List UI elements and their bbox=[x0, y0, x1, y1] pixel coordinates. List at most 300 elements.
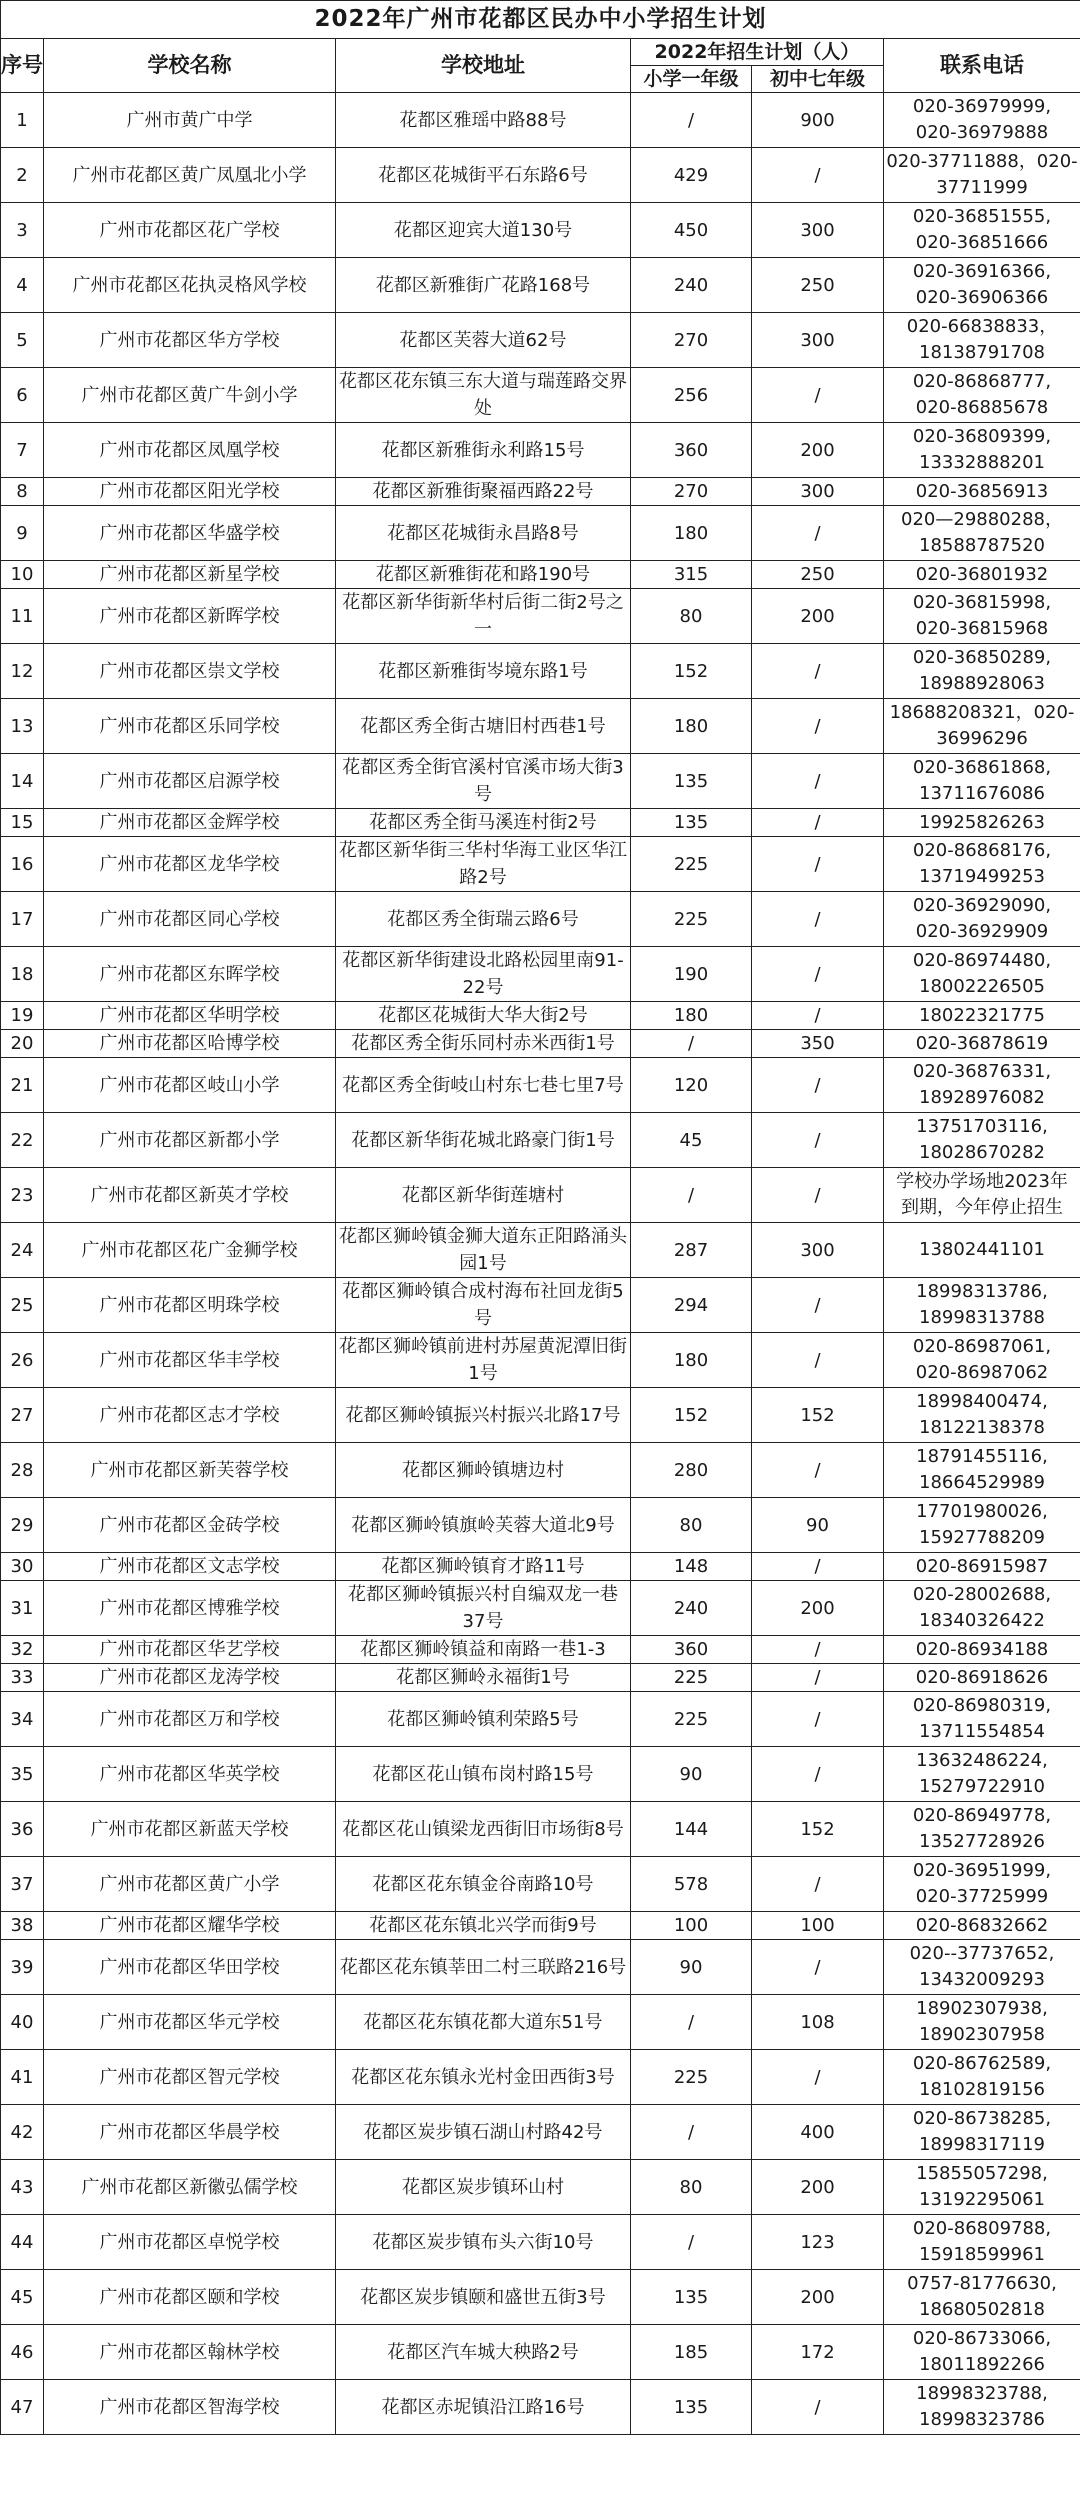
phone-cell bbox=[884, 1168, 1080, 1223]
school-name: 广州市花都区黄广牛剑小学 bbox=[44, 368, 336, 423]
phone-cell bbox=[884, 1333, 1080, 1388]
grade7-quota: / bbox=[752, 1113, 884, 1168]
phone-cell bbox=[884, 1636, 1080, 1664]
table-row bbox=[1, 2215, 1080, 2270]
phone-cell bbox=[884, 1498, 1080, 1553]
phone-cell bbox=[884, 1278, 1080, 1333]
grade1-quota: 287 bbox=[631, 1223, 752, 1278]
grade7-quota: / bbox=[752, 1168, 884, 1223]
table-row bbox=[1, 754, 1080, 809]
phone-line: 020-86832662 bbox=[915, 1914, 1049, 1936]
page-title: 2022年广州市花都区民办中小学招生计划 bbox=[1, 1, 1080, 39]
phone-line: 020-36979888 bbox=[915, 122, 1049, 143]
row-index: 38 bbox=[1, 1912, 44, 1940]
phone-line: 020-36815968 bbox=[915, 618, 1049, 639]
phone-cell bbox=[884, 837, 1080, 892]
header-plan: 2022年招生计划（人） bbox=[631, 39, 884, 66]
grade7-quota: 200 bbox=[752, 2160, 884, 2215]
grade1-quota: 280 bbox=[631, 1443, 752, 1498]
phone-cell bbox=[884, 2270, 1080, 2325]
row-index: 26 bbox=[1, 1333, 44, 1388]
school-address: 花都区新华街莲塘村 bbox=[336, 1168, 631, 1223]
table-row bbox=[1, 2160, 1080, 2215]
grade7-quota: / bbox=[752, 892, 884, 947]
phone-cell bbox=[884, 892, 1080, 947]
grade7-quota: / bbox=[752, 1333, 884, 1388]
phone-line: 18011892266 bbox=[919, 2354, 1045, 2375]
phone-line: 37711999 bbox=[936, 177, 1028, 198]
grade7-quota: 90 bbox=[752, 1498, 884, 1553]
grade1-quota: 225 bbox=[631, 892, 752, 947]
header-grade7: 初中七年级 bbox=[752, 66, 884, 93]
grade1-quota: 135 bbox=[631, 809, 752, 837]
phone-cell bbox=[884, 561, 1080, 589]
grade7-quota: 123 bbox=[752, 2215, 884, 2270]
row-index: 28 bbox=[1, 1443, 44, 1498]
phone-cell bbox=[884, 1030, 1080, 1058]
phone-cell bbox=[884, 1113, 1080, 1168]
phone-cell bbox=[884, 2050, 1080, 2105]
grade7-quota: 300 bbox=[752, 313, 884, 368]
school-name: 广州市花都区新星学校 bbox=[44, 561, 336, 589]
phone-cell bbox=[884, 1223, 1080, 1278]
school-name: 广州市花都区华田学校 bbox=[44, 1940, 336, 1995]
phone-line: 020-86733066, bbox=[912, 2328, 1052, 2349]
school-address: 花都区新华街花城北路豪门街1号 bbox=[336, 1113, 631, 1168]
row-index: 22 bbox=[1, 1113, 44, 1168]
phone-line: 15927788209 bbox=[919, 1527, 1045, 1548]
phone-line: 18998400474, bbox=[916, 1391, 1048, 1412]
school-address: 花都区秀全街古塘旧村西巷1号 bbox=[336, 699, 631, 754]
table-row bbox=[1, 644, 1080, 699]
grade1-quota: 225 bbox=[631, 837, 752, 892]
grade1-quota: / bbox=[631, 2105, 752, 2160]
phone-cell bbox=[884, 1058, 1080, 1113]
table-row bbox=[1, 1113, 1080, 1168]
phone-line: 18791455116, bbox=[916, 1446, 1048, 1467]
grade7-quota: 300 bbox=[752, 1223, 884, 1278]
header-index: 序号 bbox=[1, 39, 44, 93]
grade7-quota: / bbox=[752, 1692, 884, 1747]
row-index: 20 bbox=[1, 1030, 44, 1058]
table-row bbox=[1, 148, 1080, 203]
school-name: 广州市花都区翰林学校 bbox=[44, 2325, 336, 2380]
school-name: 广州市花都区黄广小学 bbox=[44, 1857, 336, 1912]
phone-line: 020--37737652, bbox=[909, 1943, 1055, 1964]
school-name: 广州市花都区华晨学校 bbox=[44, 2105, 336, 2160]
school-name: 广州市花都区花执灵格风学校 bbox=[44, 258, 336, 313]
phone-line: 18688208321，020- bbox=[889, 702, 1075, 723]
phone-cell bbox=[884, 203, 1080, 258]
phone-line: 020-36916366, bbox=[912, 261, 1052, 282]
grade1-quota: 450 bbox=[631, 203, 752, 258]
grade1-quota: 180 bbox=[631, 506, 752, 561]
school-name: 广州市花都区乐同学校 bbox=[44, 699, 336, 754]
grade7-quota: 152 bbox=[752, 1802, 884, 1857]
row-index: 31 bbox=[1, 1581, 44, 1636]
row-index: 5 bbox=[1, 313, 44, 368]
grade1-quota: 225 bbox=[631, 1692, 752, 1747]
phone-cell bbox=[884, 1553, 1080, 1581]
table-row bbox=[1, 423, 1080, 478]
phone-cell bbox=[884, 2160, 1080, 2215]
school-address: 花都区花东镇莘田二村三联路216号 bbox=[336, 1940, 631, 1995]
school-name: 广州市花都区华丰学校 bbox=[44, 1333, 336, 1388]
phone-line: 13711554854 bbox=[919, 1721, 1045, 1742]
phone-line: 020-36809399, bbox=[912, 426, 1052, 447]
row-index: 6 bbox=[1, 368, 44, 423]
table-row bbox=[1, 589, 1080, 644]
phone-line: 18998313786, bbox=[916, 1281, 1048, 1302]
table-row bbox=[1, 947, 1080, 1002]
phone-cell bbox=[884, 1664, 1080, 1692]
phone-cell bbox=[884, 1802, 1080, 1857]
phone-line: 18664529989 bbox=[919, 1472, 1045, 1493]
table-row bbox=[1, 1940, 1080, 1995]
grade7-quota: 152 bbox=[752, 1388, 884, 1443]
phone-cell bbox=[884, 699, 1080, 754]
row-index: 11 bbox=[1, 589, 44, 644]
table-row bbox=[1, 1168, 1080, 1223]
grade7-quota: / bbox=[752, 1857, 884, 1912]
grade7-quota: / bbox=[752, 1443, 884, 1498]
row-index: 27 bbox=[1, 1388, 44, 1443]
school-name: 广州市花都区东晖学校 bbox=[44, 947, 336, 1002]
grade1-quota: 180 bbox=[631, 1002, 752, 1030]
school-address: 花都区花山镇布岗村路15号 bbox=[336, 1747, 631, 1802]
school-address: 花都区花东镇三东大道与瑞莲路交界处 bbox=[336, 368, 631, 423]
table-row bbox=[1, 1857, 1080, 1912]
row-index: 39 bbox=[1, 1940, 44, 1995]
row-index: 16 bbox=[1, 837, 44, 892]
header-address: 学校地址 bbox=[336, 39, 631, 93]
phone-cell bbox=[884, 589, 1080, 644]
school-address: 花都区新雅街岑境东路1号 bbox=[336, 644, 631, 699]
school-address: 花都区狮岭镇振兴村振兴北路17号 bbox=[336, 1388, 631, 1443]
grade1-quota: 256 bbox=[631, 368, 752, 423]
phone-line: 13711676086 bbox=[919, 783, 1045, 804]
row-index: 18 bbox=[1, 947, 44, 1002]
grade1-quota: 152 bbox=[631, 1388, 752, 1443]
phone-cell bbox=[884, 1388, 1080, 1443]
school-address: 花都区秀全街官溪村官溪市场大街3号 bbox=[336, 754, 631, 809]
school-name: 广州市花都区智海学校 bbox=[44, 2380, 336, 2435]
table-row bbox=[1, 837, 1080, 892]
phone-line: 0757-81776630, bbox=[907, 2273, 1057, 2294]
grade1-quota: 240 bbox=[631, 1581, 752, 1636]
phone-line: 020-36851666 bbox=[915, 232, 1049, 253]
school-address: 花都区狮岭镇合成村海布社回龙街5号 bbox=[336, 1278, 631, 1333]
phone-line: 020-86868176, bbox=[912, 840, 1052, 861]
grade1-quota: 360 bbox=[631, 1636, 752, 1664]
row-index: 14 bbox=[1, 754, 44, 809]
phone-line: 020-86868777, bbox=[912, 371, 1052, 392]
table-row bbox=[1, 1058, 1080, 1113]
school-name: 广州市花都区花广学校 bbox=[44, 203, 336, 258]
phone-line: 020-86987062 bbox=[915, 1362, 1049, 1383]
grade7-quota: 172 bbox=[752, 2325, 884, 2380]
grade7-quota: / bbox=[752, 809, 884, 837]
grade1-quota: / bbox=[631, 2215, 752, 2270]
phone-line: 020-36876331, bbox=[912, 1061, 1052, 1082]
phone-line: 13719499253 bbox=[919, 866, 1045, 887]
phone-cell bbox=[884, 1912, 1080, 1940]
row-index: 13 bbox=[1, 699, 44, 754]
row-index: 33 bbox=[1, 1664, 44, 1692]
school-name: 广州市花都区凤凰学校 bbox=[44, 423, 336, 478]
school-name: 广州市花都区万和学校 bbox=[44, 1692, 336, 1747]
row-index: 47 bbox=[1, 2380, 44, 2435]
table-row bbox=[1, 2270, 1080, 2325]
school-address: 花都区炭步镇环山村 bbox=[336, 2160, 631, 2215]
table-row bbox=[1, 313, 1080, 368]
phone-line: 13332888201 bbox=[919, 452, 1045, 473]
table-row bbox=[1, 2105, 1080, 2160]
school-address: 花都区花东镇金谷南路10号 bbox=[336, 1857, 631, 1912]
grade1-quota: 270 bbox=[631, 478, 752, 506]
phone-line: 020-86738285, bbox=[912, 2108, 1052, 2129]
grade1-quota: 185 bbox=[631, 2325, 752, 2380]
row-index: 40 bbox=[1, 1995, 44, 2050]
grade7-quota: / bbox=[752, 2380, 884, 2435]
school-address: 花都区狮岭镇利荣路5号 bbox=[336, 1692, 631, 1747]
school-name: 广州市花都区金辉学校 bbox=[44, 809, 336, 837]
phone-cell bbox=[884, 1002, 1080, 1030]
school-name: 广州市花都区新晖学校 bbox=[44, 589, 336, 644]
table-row bbox=[1, 203, 1080, 258]
school-name: 广州市花都区卓悦学校 bbox=[44, 2215, 336, 2270]
row-index: 3 bbox=[1, 203, 44, 258]
row-index: 32 bbox=[1, 1636, 44, 1664]
table-row bbox=[1, 699, 1080, 754]
table-row bbox=[1, 892, 1080, 947]
grade1-quota: / bbox=[631, 93, 752, 148]
grade1-quota: 429 bbox=[631, 148, 752, 203]
phone-line: 18902307938, bbox=[916, 1998, 1048, 2019]
phone-line: 18902307958 bbox=[919, 2024, 1045, 2045]
school-name: 广州市花都区哈博学校 bbox=[44, 1030, 336, 1058]
school-name: 广州市花都区龙涛学校 bbox=[44, 1664, 336, 1692]
row-index: 19 bbox=[1, 1002, 44, 1030]
school-name: 广州市花都区新蓝天学校 bbox=[44, 1802, 336, 1857]
grade1-quota: / bbox=[631, 1030, 752, 1058]
grade7-quota: / bbox=[752, 699, 884, 754]
row-index: 7 bbox=[1, 423, 44, 478]
phone-line: 18998317119 bbox=[919, 2134, 1045, 2155]
grade1-quota: 90 bbox=[631, 1747, 752, 1802]
grade7-quota: 100 bbox=[752, 1912, 884, 1940]
phone-cell bbox=[884, 754, 1080, 809]
grade7-quota: / bbox=[752, 1747, 884, 1802]
phone-line: 020-86949778, bbox=[912, 1805, 1052, 1826]
grade1-quota: 225 bbox=[631, 1664, 752, 1692]
school-address: 花都区狮岭镇旗岭芙蓉大道北9号 bbox=[336, 1498, 631, 1553]
school-address: 花都区秀全街瑞云路6号 bbox=[336, 892, 631, 947]
school-address: 花都区新雅街花和路190号 bbox=[336, 561, 631, 589]
phone-line: 18998323786 bbox=[919, 2409, 1045, 2430]
phone-line: 17701980026, bbox=[916, 1501, 1048, 1522]
grade7-quota: 900 bbox=[752, 93, 884, 148]
grade7-quota: / bbox=[752, 1058, 884, 1113]
school-name: 广州市花都区黄广凤凰北小学 bbox=[44, 148, 336, 203]
phone-line: 19925826263 bbox=[919, 811, 1045, 833]
phone-line: 18988928063 bbox=[919, 673, 1045, 694]
grade7-quota: 200 bbox=[752, 423, 884, 478]
phone-line: 15918599961 bbox=[919, 2244, 1045, 2265]
phone-line: 15855057298, bbox=[916, 2163, 1048, 2184]
grade7-quota: 108 bbox=[752, 1995, 884, 2050]
school-name: 广州市花都区华盛学校 bbox=[44, 506, 336, 561]
school-address: 花都区炭步镇石湖山村路42号 bbox=[336, 2105, 631, 2160]
phone-cell bbox=[884, 2325, 1080, 2380]
row-index: 44 bbox=[1, 2215, 44, 2270]
row-index: 21 bbox=[1, 1058, 44, 1113]
grade7-quota: / bbox=[752, 947, 884, 1002]
school-address: 花都区秀全街乐同村赤米西街1号 bbox=[336, 1030, 631, 1058]
grade1-quota: 80 bbox=[631, 2160, 752, 2215]
school-address: 花都区芙蓉大道62号 bbox=[336, 313, 631, 368]
grade7-quota: 250 bbox=[752, 561, 884, 589]
school-name: 广州市花都区华明学校 bbox=[44, 1002, 336, 1030]
grade1-quota: / bbox=[631, 1168, 752, 1223]
row-index: 24 bbox=[1, 1223, 44, 1278]
school-name: 广州市花都区新芙蓉学校 bbox=[44, 1443, 336, 1498]
row-index: 4 bbox=[1, 258, 44, 313]
row-index: 10 bbox=[1, 561, 44, 589]
row-index: 8 bbox=[1, 478, 44, 506]
table-row bbox=[1, 1002, 1080, 1030]
phone-line: 020-28002688, bbox=[912, 1584, 1052, 1605]
school-address: 花都区秀全街马溪连村街2号 bbox=[336, 809, 631, 837]
phone-cell bbox=[884, 1581, 1080, 1636]
school-name: 广州市花都区华英学校 bbox=[44, 1747, 336, 1802]
table-row bbox=[1, 1388, 1080, 1443]
phone-line: 020-86885678 bbox=[915, 397, 1049, 418]
school-address: 花都区新雅街广花路168号 bbox=[336, 258, 631, 313]
row-index: 2 bbox=[1, 148, 44, 203]
school-address: 花都区汽车城大秧路2号 bbox=[336, 2325, 631, 2380]
grade1-quota: 190 bbox=[631, 947, 752, 1002]
grade7-quota: / bbox=[752, 148, 884, 203]
grade1-quota: 144 bbox=[631, 1802, 752, 1857]
school-address: 花都区狮岭永福街1号 bbox=[336, 1664, 631, 1692]
school-name: 广州市花都区华元学校 bbox=[44, 1995, 336, 2050]
table-row bbox=[1, 1223, 1080, 1278]
phone-cell bbox=[884, 2380, 1080, 2435]
row-index: 43 bbox=[1, 2160, 44, 2215]
grade1-quota: 180 bbox=[631, 699, 752, 754]
phone-cell bbox=[884, 478, 1080, 506]
phone-line: 020-86915987 bbox=[915, 1555, 1049, 1577]
school-name: 广州市黄广中学 bbox=[44, 93, 336, 148]
row-index: 17 bbox=[1, 892, 44, 947]
school-name: 广州市花都区新徽弘儒学校 bbox=[44, 2160, 336, 2215]
row-index: 34 bbox=[1, 1692, 44, 1747]
row-index: 12 bbox=[1, 644, 44, 699]
table-row bbox=[1, 1498, 1080, 1553]
phone-cell bbox=[884, 506, 1080, 561]
school-name: 广州市花都区新都小学 bbox=[44, 1113, 336, 1168]
school-name: 广州市花都区耀华学校 bbox=[44, 1912, 336, 1940]
grade1-quota: 120 bbox=[631, 1058, 752, 1113]
phone-cell bbox=[884, 1443, 1080, 1498]
table-row bbox=[1, 93, 1080, 148]
school-address: 花都区赤坭镇沿江路16号 bbox=[336, 2380, 631, 2435]
grade1-quota: 80 bbox=[631, 1498, 752, 1553]
grade1-quota: / bbox=[631, 1995, 752, 2050]
row-index: 41 bbox=[1, 2050, 44, 2105]
grade7-quota: / bbox=[752, 368, 884, 423]
phone-line: 020—29880288， bbox=[901, 509, 1063, 530]
grade7-quota: / bbox=[752, 1636, 884, 1664]
phone-line: 18998323788, bbox=[916, 2383, 1048, 2404]
phone-cell bbox=[884, 423, 1080, 478]
row-index: 45 bbox=[1, 2270, 44, 2325]
row-index: 36 bbox=[1, 1802, 44, 1857]
school-address: 花都区雅瑶中路88号 bbox=[336, 93, 631, 148]
phone-line: 020-37725999 bbox=[915, 1886, 1049, 1907]
school-name: 广州市花都区华方学校 bbox=[44, 313, 336, 368]
phone-cell bbox=[884, 809, 1080, 837]
phone-cell bbox=[884, 258, 1080, 313]
grade7-quota: / bbox=[752, 644, 884, 699]
phone-line: 18022321775 bbox=[919, 1004, 1045, 1026]
grade7-quota: / bbox=[752, 506, 884, 561]
table-row bbox=[1, 258, 1080, 313]
table-row bbox=[1, 2050, 1080, 2105]
grade1-quota: 360 bbox=[631, 423, 752, 478]
phone-cell bbox=[884, 313, 1080, 368]
table-row bbox=[1, 1333, 1080, 1388]
grade7-quota: / bbox=[752, 837, 884, 892]
phone-line: 020-36979999, bbox=[912, 96, 1052, 117]
table-row bbox=[1, 506, 1080, 561]
phone-line: 020-36906366 bbox=[915, 287, 1049, 308]
table-row bbox=[1, 2380, 1080, 2435]
phone-cell bbox=[884, 2105, 1080, 2160]
school-address: 花都区花东镇永光村金田西街3号 bbox=[336, 2050, 631, 2105]
phone-line: 020-36929909 bbox=[915, 921, 1049, 942]
school-address: 花都区花城街永昌路8号 bbox=[336, 506, 631, 561]
phone-line: 到期，今年停止招生 bbox=[901, 1197, 1063, 1218]
table-row bbox=[1, 1030, 1080, 1058]
grade7-quota: 200 bbox=[752, 2270, 884, 2325]
row-index: 1 bbox=[1, 93, 44, 148]
table-row bbox=[1, 478, 1080, 506]
table-row bbox=[1, 1553, 1080, 1581]
school-name: 广州市花都区博雅学校 bbox=[44, 1581, 336, 1636]
school-name: 广州市花都区阳光学校 bbox=[44, 478, 336, 506]
phone-line: 13802441101 bbox=[919, 1239, 1045, 1260]
table-row bbox=[1, 1802, 1080, 1857]
row-index: 29 bbox=[1, 1498, 44, 1553]
school-name: 广州市花都区文志学校 bbox=[44, 1553, 336, 1581]
phone-line: 36996296 bbox=[936, 728, 1028, 749]
school-address: 花都区新雅街聚福西路22号 bbox=[336, 478, 631, 506]
school-name: 广州市花都区龙华学校 bbox=[44, 837, 336, 892]
row-index: 9 bbox=[1, 506, 44, 561]
phone-line: 13432009293 bbox=[919, 1969, 1045, 1990]
school-address: 花都区花城街平石东路6号 bbox=[336, 148, 631, 203]
phone-cell bbox=[884, 1940, 1080, 1995]
phone-line: 13632486224, bbox=[916, 1750, 1048, 1771]
school-address: 花都区狮岭镇益和南路一巷1-3 bbox=[336, 1636, 631, 1664]
phone-cell bbox=[884, 1747, 1080, 1802]
phone-line: 020-36861868, bbox=[912, 757, 1052, 778]
grade7-quota: 400 bbox=[752, 2105, 884, 2160]
header-phone: 联系电话 bbox=[884, 39, 1080, 93]
phone-line: 18928976082 bbox=[919, 1087, 1045, 1108]
